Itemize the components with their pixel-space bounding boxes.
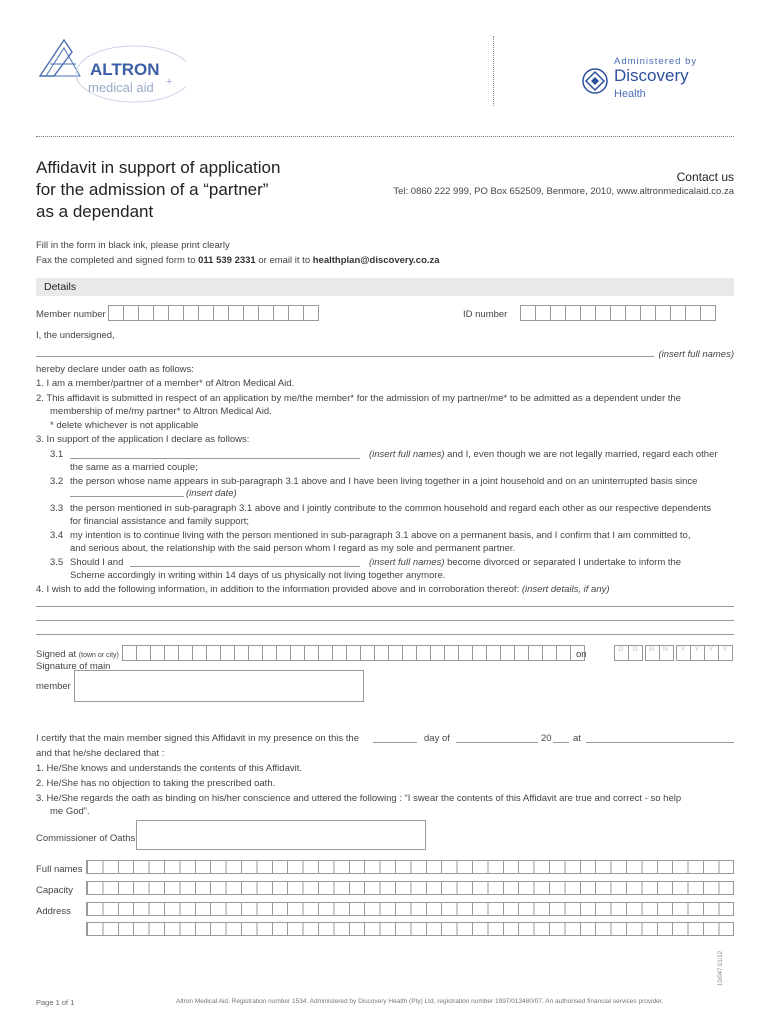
p31b: the same as a married couple; bbox=[70, 462, 198, 473]
paragraph-3: 3. In support of the application I declare as follows: bbox=[36, 434, 250, 445]
discovery-health: Health bbox=[614, 88, 646, 100]
details-heading: Details bbox=[44, 281, 77, 293]
address-boxes-1[interactable] bbox=[86, 902, 734, 916]
logo-name: ALTRON bbox=[90, 60, 160, 79]
capacity-boxes[interactable] bbox=[86, 881, 734, 895]
certify-c1: 1. He/She knows and understands the contents of this Affidavit. bbox=[36, 763, 302, 774]
contact-heading: Contact us bbox=[676, 170, 734, 184]
logo-sub: medical aid bbox=[88, 80, 154, 95]
paragraph-4 bbox=[36, 584, 610, 595]
p4-line-2[interactable] bbox=[36, 620, 734, 621]
footer-page: Page 1 of 1 bbox=[36, 998, 75, 1007]
discovery-icon bbox=[582, 68, 608, 94]
insert-full-names-hint: (insert full names) bbox=[658, 349, 734, 360]
fax-number: 011 539 2331 bbox=[198, 255, 256, 266]
id-number-label: ID number bbox=[463, 309, 508, 320]
altron-logo bbox=[36, 36, 186, 108]
town-or-city-hint: (town or city) bbox=[78, 652, 119, 659]
date-hint-y3: Y bbox=[709, 647, 714, 653]
member-number-label: Member number bbox=[36, 309, 106, 320]
certify-place-line[interactable] bbox=[586, 742, 734, 743]
form-title-2: for the admission of a “partner” bbox=[36, 180, 269, 199]
address-boxes-2[interactable] bbox=[86, 922, 734, 936]
signed-at-boxes[interactable] bbox=[122, 645, 584, 661]
paragraph-1: 1. I am a member/partner of a member* of Altron Medical Aid. bbox=[36, 378, 295, 389]
p31-line[interactable] bbox=[70, 458, 360, 459]
logo-plus: + bbox=[166, 76, 173, 88]
address-label: Address bbox=[36, 906, 71, 917]
p33-num: 3.3 bbox=[50, 503, 64, 514]
paragraph-2c: * delete whichever is not applicable bbox=[50, 420, 199, 431]
p31-insert: (insert full names) bbox=[369, 449, 445, 460]
p4-line-1[interactable] bbox=[36, 606, 734, 607]
header-divider bbox=[36, 136, 734, 137]
p35-rest: become divorced or separated I undertake to inform the bbox=[447, 557, 682, 568]
p34b: and serious about, the relationship with the said person whom I regard as my sole and permanent partner. bbox=[70, 543, 516, 554]
id-number-boxes[interactable] bbox=[520, 305, 715, 321]
twenty-label: 20 bbox=[541, 733, 552, 744]
date-hint-m2: M bbox=[663, 647, 668, 653]
form-title-1: Affidavit in support of application bbox=[36, 158, 281, 177]
capacity-label: Capacity bbox=[36, 885, 73, 896]
p32a: the person whose name appears in sub-paragraph 3.1 above and I have been living together in a joint household and on an uninterrupted basis since bbox=[70, 476, 698, 487]
p32-insert: (insert date) bbox=[186, 488, 237, 499]
p35a: Should I and bbox=[70, 557, 124, 568]
commissioner-label: Commissioner of Oaths bbox=[36, 833, 136, 844]
p35-num: 3.5 bbox=[50, 557, 64, 568]
instruction-fax bbox=[36, 255, 440, 266]
certify-line: I certify that the main member signed this Affidavit in my presence on this the bbox=[36, 733, 359, 744]
p4-line-3[interactable] bbox=[36, 634, 734, 635]
p35-insert: (insert full names) bbox=[369, 557, 445, 568]
member-number-boxes[interactable] bbox=[108, 305, 318, 321]
email-link[interactable]: healthplan@discovery.co.za bbox=[312, 255, 440, 266]
instruction-ink: Fill in the form in black ink, please print clearly bbox=[36, 240, 230, 251]
header-divider-vertical bbox=[493, 36, 494, 106]
paragraph-2b: membership of me/my partner* to Altron Medical Aid. bbox=[50, 406, 272, 417]
signed-at-text: Signed at bbox=[36, 649, 77, 660]
footer-registration: Altron Medical Aid. Registration number 1534. Administered by Discovery Health (Pty) Ltd, registration number 1997/013480/07. An authorised financial services provider. bbox=[176, 998, 664, 1005]
signed-at-label bbox=[36, 649, 119, 660]
member-signature-box[interactable] bbox=[74, 670, 364, 702]
p31-text bbox=[369, 449, 718, 460]
p33a: the person mentioned in sub-paragraph 3.1 above and I jointly contribute to the common household and regard each other as our respective dependents bbox=[70, 503, 712, 514]
p35b: Scheme accordingly in writing within 14 days of us physically not living together anymore. bbox=[70, 570, 446, 581]
date-hint-d2: D bbox=[633, 647, 638, 653]
p32-date-line[interactable] bbox=[70, 496, 184, 497]
p4-insert: (insert details, if any) bbox=[521, 584, 610, 595]
p33b: for financial assistance and family support; bbox=[70, 516, 250, 527]
full-names-boxes[interactable] bbox=[86, 860, 734, 874]
fax-prefix: Fax the completed and signed form to bbox=[36, 255, 196, 266]
p34a: my intention is to continue living with the person mentioned in sub-paragraph 3.1 above on a permanent basis, and I confirm that I am committed to, bbox=[70, 530, 691, 541]
day-of-label: day of bbox=[424, 733, 450, 744]
commissioner-signature-box[interactable] bbox=[136, 820, 426, 850]
p32-num: 3.2 bbox=[50, 476, 64, 487]
p4-text: 4. I wish to add the following information, in addition to the information provided above and in corroboration thereof: bbox=[36, 584, 520, 595]
on-label: on bbox=[576, 649, 587, 660]
at-label: at bbox=[573, 733, 581, 744]
date-hint-y2: Y bbox=[695, 647, 700, 653]
contact-details: Tel: 0860 222 999, PO Box 652509, Benmore, 2010, www.altronmedicalaid.co.za bbox=[393, 186, 734, 197]
declare-text: hereby declare under oath as follows: bbox=[36, 364, 194, 375]
signature-member-label: member bbox=[36, 681, 71, 692]
p31-rest: and I, even though we are not legally married, regard each other bbox=[447, 449, 718, 460]
full-names-line[interactable] bbox=[36, 356, 654, 357]
date-hint-y4: Y bbox=[723, 647, 728, 653]
date-hint-y1: Y bbox=[681, 647, 686, 653]
date-hint-m1: M bbox=[649, 647, 654, 653]
certify-line-2: and that he/she declared that : bbox=[36, 748, 165, 759]
administered-by: Administered by bbox=[614, 56, 698, 67]
certify-day-line[interactable] bbox=[373, 742, 417, 743]
p35-text bbox=[369, 557, 681, 568]
certify-month-line[interactable] bbox=[456, 742, 538, 743]
date-boxes[interactable] bbox=[614, 645, 732, 661]
undersigned-label: I, the undersigned, bbox=[36, 330, 115, 341]
full-names-label: Full names bbox=[36, 864, 83, 875]
signature-main-label: Signature of main bbox=[36, 661, 111, 672]
certify-c3b: me God”. bbox=[50, 806, 90, 817]
fax-mid: or email it to bbox=[258, 255, 311, 266]
p34-num: 3.4 bbox=[50, 530, 64, 541]
discovery-logo bbox=[582, 66, 722, 106]
certify-c3a: 3. He/She regards the oath as binding on his/her conscience and uttered the following : “I swear the contents of this Affidavit are true and correct - so help bbox=[36, 793, 682, 804]
paragraph-2a: 2. This affidavit is submitted in respect of an application by me/the member* for the admission of my partner/me* to be admitted as a dependent under the bbox=[36, 393, 681, 404]
details-section-bar bbox=[36, 278, 734, 296]
p31-num: 3.1 bbox=[50, 449, 64, 460]
p35-line[interactable] bbox=[130, 566, 360, 567]
certify-year-line[interactable] bbox=[553, 742, 569, 743]
form-title-3: as a dependant bbox=[36, 202, 154, 221]
date-hint-d1: D bbox=[619, 647, 624, 653]
footer-code: 10/047 01/12 bbox=[718, 950, 724, 986]
certify-c2: 2. He/She has no objection to taking the prescribed oath. bbox=[36, 778, 276, 789]
discovery-wordmark: Discovery bbox=[614, 66, 689, 85]
